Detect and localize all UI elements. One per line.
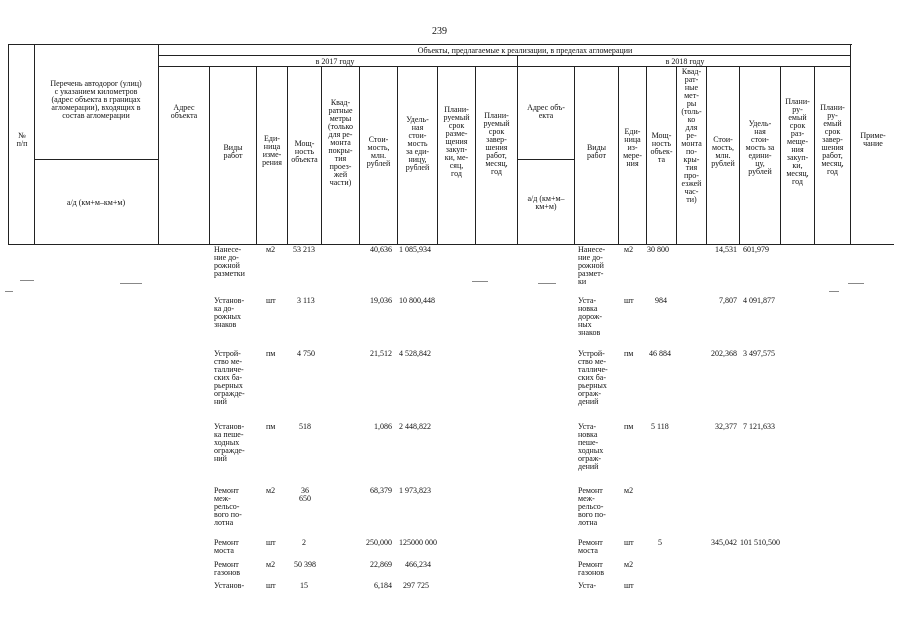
unit-2017: пм xyxy=(266,422,276,431)
unit-cost-2017: 1 973,823 xyxy=(399,486,431,495)
unit-2017: м2 xyxy=(266,560,276,569)
work-type-2017: Ремонт моста xyxy=(214,538,239,555)
unit-2018: шт xyxy=(624,538,634,547)
header-objects-group: Объекты, предлагаемые к реализации, в пределах агломерации xyxy=(417,46,633,55)
header-plan-end-2017: Плани- руемый срок завер- шения работ, месяц, год xyxy=(483,111,510,176)
header-address-2017: Адрес объекта xyxy=(170,103,198,120)
cost-2017: 22,869 xyxy=(370,560,392,569)
header-plan-end-2018: Плани- ру- емый срок завер- шения работ, месяц, год xyxy=(820,103,845,176)
header-year-2018: в 2018 году xyxy=(665,57,705,66)
header-work-2018: Виды работ xyxy=(586,143,607,160)
unit-cost-2017: 10 800,448 xyxy=(399,296,435,305)
power-2017: 36 650 xyxy=(299,486,311,503)
unit-cost-2017: 1 085,934 xyxy=(399,245,431,254)
cost-2017: 68,379 xyxy=(370,486,392,495)
power-2017: 518 xyxy=(299,422,311,431)
work-type-2017: Установ- ка до- рожных знаков xyxy=(214,296,245,329)
header-cost-2018: Стои- мость, млн. рублей xyxy=(711,135,735,168)
cost-2018: 32,377 xyxy=(715,422,737,431)
cost-2017: 40,636 xyxy=(370,245,392,254)
header-cost-2017: Стои- мость, млн. рублей xyxy=(366,135,391,168)
power-2018: 5 118 xyxy=(651,422,669,431)
header-note: Приме- чание xyxy=(860,131,886,148)
power-2018: 984 xyxy=(655,296,667,305)
cost-2017: 6,184 xyxy=(374,581,392,590)
work-type-2017: Ремонт газонов xyxy=(214,560,241,577)
header-address-2018: Адрес объ- екта xyxy=(527,103,565,120)
unit-cost-2018: 601,979 xyxy=(743,245,769,254)
unit-2018: пм xyxy=(624,349,634,358)
unit-cost-2018: 7 121,633 xyxy=(743,422,775,431)
header-work-2017: Виды работ xyxy=(223,143,243,160)
page-number: 239 xyxy=(432,26,447,37)
work-type-2017: Устрой- ство ме- талличе- ских ба- рьерных огражде- ний xyxy=(214,349,245,406)
power-2017: 2 xyxy=(302,538,306,547)
unit-2018: шт xyxy=(624,296,634,305)
header-year-2017: в 2017 году xyxy=(315,57,355,66)
unit-cost-2017: 466,234 xyxy=(405,560,431,569)
unit-cost-2018: 3 497,575 xyxy=(743,349,775,358)
work-type-2017: Нанесе- ние до- рожной разметки xyxy=(214,245,245,278)
work-type-2018: Устрой- ство ме- талличе- ских ба- рьерных ограж- дений xyxy=(578,349,608,406)
header-unit-2018: Еди- ница из- мере- ния xyxy=(623,127,642,168)
cost-2018: 345,042 xyxy=(711,538,737,547)
unit-cost-2018: 4 091,877 xyxy=(743,296,775,305)
unit-2017: шт xyxy=(266,581,276,590)
power-2017: 50 398 xyxy=(294,560,316,569)
power-2017: 4 750 xyxy=(297,349,315,358)
work-type-2018: Ремонт газонов xyxy=(578,560,605,577)
header-road-list: Перечень автодорог (улиц) с указанием километров (адрес объекта в границах агломерации), входящих в состав агломерации xyxy=(50,79,142,120)
cost-2017: 21,512 xyxy=(370,349,392,358)
header-num: № п/п xyxy=(16,131,28,148)
work-type-2017: Ремонт меж- рельсо- вого по- лотна xyxy=(214,486,242,527)
power-2017: 53 213 xyxy=(293,245,315,254)
cost-2017: 250,000 xyxy=(366,538,392,547)
header-sqm-2017: Квад- ратные метры (только для ре- монта покры- тия проез- жей части) xyxy=(327,98,354,187)
header-sqm-2018: Квад- рат- ные мет- ры (толь- ко для ре- монта по- кры- тия про- езжей час- ти) xyxy=(681,67,702,204)
cost-2018: 7,807 xyxy=(719,296,737,305)
unit-2017: м2 xyxy=(266,486,276,495)
unit-2017: шт xyxy=(266,296,276,305)
header-address-sub-2018: а/д (км+м– км+м) xyxy=(527,194,565,211)
power-2017: 15 xyxy=(300,581,308,590)
unit-2017: м2 xyxy=(266,245,276,254)
header-power-2017: Мощ- ность объекта xyxy=(291,139,318,164)
work-type-2018: Ремонт меж- рельсо- вого по- лотна xyxy=(578,486,606,527)
work-type-2018: Уста- xyxy=(578,581,597,590)
unit-2018: шт xyxy=(624,581,634,590)
work-type-2017: Установ- xyxy=(214,581,245,590)
unit-cost-2017: 4 528,842 xyxy=(399,349,431,358)
header-unit-cost-2018: Удель- ная стои- мость за едини- цу, рублей xyxy=(745,119,775,176)
power-2018: 5 xyxy=(658,538,662,547)
power-2018: 30 800 xyxy=(647,245,669,254)
unit-2018: м2 xyxy=(624,560,634,569)
unit-2018: м2 xyxy=(624,245,634,254)
header-unit-2017: Еди- ница изме- рения xyxy=(262,134,282,167)
work-type-2018: Уста- новка дорож- ных знаков xyxy=(578,296,603,337)
work-type-2017: Установ- ка пеше- ходных огражде- ний xyxy=(214,422,245,463)
unit-cost-2017: 2 448,822 xyxy=(399,422,431,431)
header-power-2018: Мощ- ность объек- та xyxy=(650,131,673,164)
unit-cost-2018: 101 510,500 xyxy=(740,538,780,547)
header-plan-proc-2017: Плани- руемый срок разме- щения закуп- ки, ме- сяц, год xyxy=(443,105,470,178)
cost-2018: 14,531 xyxy=(715,245,737,254)
work-type-2018: Ремонт моста xyxy=(578,538,603,555)
work-type-2018: Нанесе- ние до- рожной размет- ки xyxy=(578,245,606,286)
cost-2018: 202,368 xyxy=(711,349,737,358)
unit-cost-2017: 125000 000 xyxy=(399,538,437,547)
unit-2017: шт xyxy=(266,538,276,547)
work-type-2018: Уста- новка пеше- ходных ограж- дений xyxy=(578,422,604,471)
unit-2018: пм xyxy=(624,422,634,431)
cost-2017: 1,086 xyxy=(374,422,392,431)
cost-2017: 19,036 xyxy=(370,296,392,305)
power-2018: 46 884 xyxy=(649,349,671,358)
header-road-sub: а/д (км+м–км+м) xyxy=(66,198,126,207)
unit-2018: м2 xyxy=(624,486,634,495)
unit-cost-2017: 297 725 xyxy=(403,581,429,590)
power-2017: 3 113 xyxy=(297,296,315,305)
unit-2017: пм xyxy=(266,349,276,358)
header-plan-proc-2018: Плани- ру- емый срок раз- меще- ния закуп- ки, месяц, год xyxy=(785,97,810,186)
header-unit-cost-2017: Удель- ная стои- мость за еди- ницу, рублей xyxy=(405,115,430,172)
